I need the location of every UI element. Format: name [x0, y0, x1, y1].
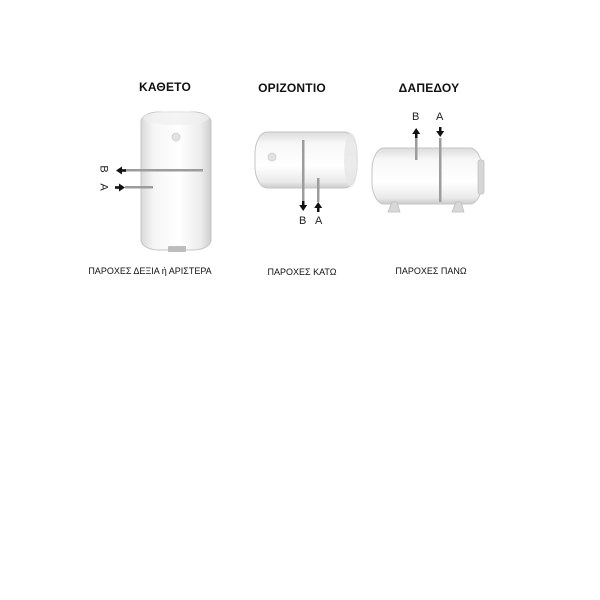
horizontal-heater [255, 132, 358, 212]
horizontal-title: ΟΡΙΖΟΝΤΙΟ [258, 81, 326, 95]
floor-label-a: A [436, 111, 444, 123]
floor-label-b: B [412, 111, 420, 123]
floor-caption: ΠΑΡΟΧΕΣ ΠΑΝΩ [395, 266, 467, 276]
horizontal-label-b: B [299, 215, 307, 227]
heater-badge-icon [172, 133, 180, 141]
floor-heater [372, 127, 484, 212]
vertical-label-a: A [97, 183, 110, 191]
horizontal-label-a: A [315, 215, 323, 227]
vertical-caption: ΠΑΡΟΧΕΣ ΔΕΞΙΑ ή ΑΡΙΣΤΕΡΑ [88, 266, 212, 276]
vertical-label-b: B [97, 165, 110, 173]
vertical-title: ΚΑΘΕΤΟ [139, 80, 191, 94]
horizontal-caption: ΠΑΡΟΧΕΣ ΚΑΤΩ [267, 267, 337, 277]
floor-title: ΔΑΠΕΔΟΥ [398, 81, 460, 95]
vertical-heater [115, 111, 211, 252]
heater-badge-icon-2 [268, 153, 276, 161]
